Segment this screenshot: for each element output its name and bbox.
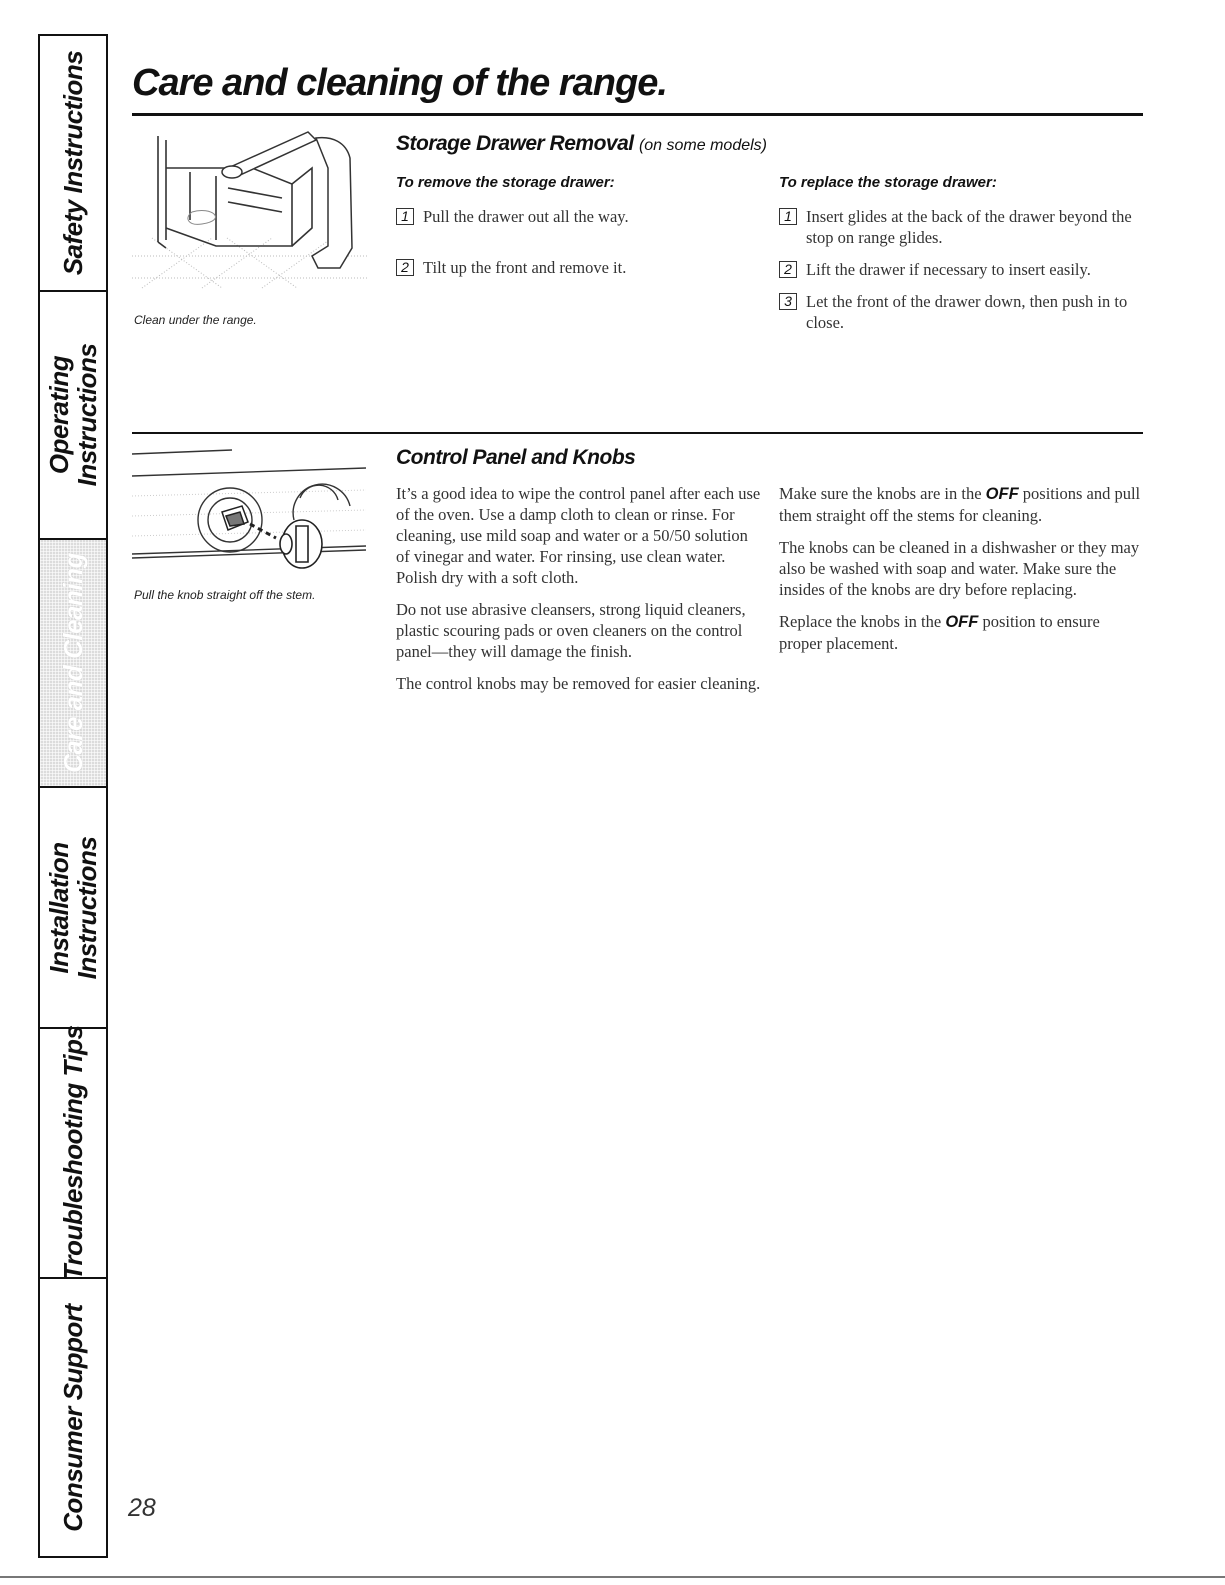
text-run: position to ensure proper placement. [779, 612, 1100, 653]
page-title: Care and cleaning of the range. [132, 62, 667, 104]
tab-label: Safety Instructions [58, 50, 88, 276]
tab-consumer-support[interactable] [40, 1279, 106, 1556]
bottom-rule [0, 1576, 1225, 1578]
step-number: 2 [779, 261, 797, 278]
step-number: 2 [396, 259, 414, 276]
control-panel-right-column [779, 483, 1144, 665]
tab-care-and-cleaning[interactable] [40, 540, 106, 788]
storage-drawer-heading-text: Storage Drawer Removal [396, 132, 634, 155]
step-text: Lift the drawer if necessary to insert easily. [806, 260, 1091, 279]
tab-label-line: Instructions [72, 343, 102, 487]
step-text: Pull the drawer out all the way. [423, 207, 629, 226]
paragraph: It’s a good idea to wipe the control panel after each use of the oven. Use a damp cloth to clean or rinse. For cleaning, use mild soap and water or a 50/50 solution of vinegar and water. For rinsing, use clean water. Polish dry with a soft cloth. [396, 484, 761, 587]
storage-drawer-heading-note: (on some models) [638, 137, 767, 154]
title-rule [132, 113, 1143, 116]
tab-operating-instructions[interactable] [40, 292, 106, 540]
remove-drawer-steps [396, 206, 766, 278]
drawer-illustration-caption: Clean under the range. [134, 313, 257, 327]
tab-label: Troubleshooting Tips [58, 1025, 88, 1281]
page-number: 28 [128, 1494, 156, 1522]
knob-illustration-caption: Pull the knob straight off the stem. [134, 588, 316, 602]
remove-drawer-subheading: To remove the storage drawer: [396, 174, 615, 191]
paragraph [779, 483, 1144, 526]
step-text: Let the front of the drawer down, then push in to close. [806, 292, 1128, 332]
tab-safety-instructions[interactable] [40, 36, 106, 292]
list-item [779, 206, 1144, 248]
storage-drawer-heading [396, 132, 767, 156]
paragraph: Do not use abrasive cleansers, strong liquid cleaners, plastic scouring pads or oven cleaners on the control panel—they will damage the finish. [396, 600, 746, 661]
step-text: Tilt up the front and remove it. [423, 258, 627, 277]
tab-troubleshooting-tips[interactable] [40, 1025, 106, 1281]
list-item [396, 257, 766, 278]
section-tabs [38, 34, 108, 1558]
paragraph: The knobs can be cleaned in a dishwasher or they may also be washed with soap and water. Make sure the insides of the knobs are dry before replacing. [779, 538, 1140, 599]
text-run: positions and pull them straight off the stems for cleaning. [779, 484, 1141, 525]
paragraph [779, 611, 1144, 654]
tab-label-line: Instructions [72, 836, 102, 979]
tab-installation-instructions[interactable] [40, 788, 106, 1029]
step-text: Insert glides at the back of the drawer beyond the stop on range glides. [806, 207, 1132, 247]
list-item [779, 259, 1144, 280]
section-rule [132, 432, 1143, 434]
tab-label: Consumer Support [58, 1303, 88, 1532]
control-panel-heading: Control Panel and Knobs [396, 446, 636, 469]
tab-label [45, 836, 101, 979]
tab-label-line: Operating [44, 355, 74, 475]
step-number: 1 [779, 208, 797, 225]
step-number: 3 [779, 293, 797, 310]
list-item [779, 291, 1144, 333]
replace-drawer-steps [779, 206, 1144, 333]
tab-label [45, 344, 101, 487]
control-panel-left-column [396, 483, 761, 705]
drawer-removal-illustration [132, 128, 368, 290]
replace-drawer-subheading: To replace the storage drawer: [779, 174, 997, 191]
step-number: 1 [396, 208, 414, 225]
off-label: OFF [945, 613, 979, 631]
text-run: Make sure the knobs are in the [779, 484, 982, 503]
knob-removal-illustration [132, 446, 366, 576]
list-item [396, 206, 766, 227]
tab-label: Care and Cleaning [58, 553, 88, 773]
text-run: Replace the knobs in the [779, 612, 942, 631]
paragraph: The control knobs may be removed for easier cleaning. [396, 674, 761, 693]
tab-label-line: Installation [44, 841, 74, 974]
off-label: OFF [985, 485, 1019, 503]
